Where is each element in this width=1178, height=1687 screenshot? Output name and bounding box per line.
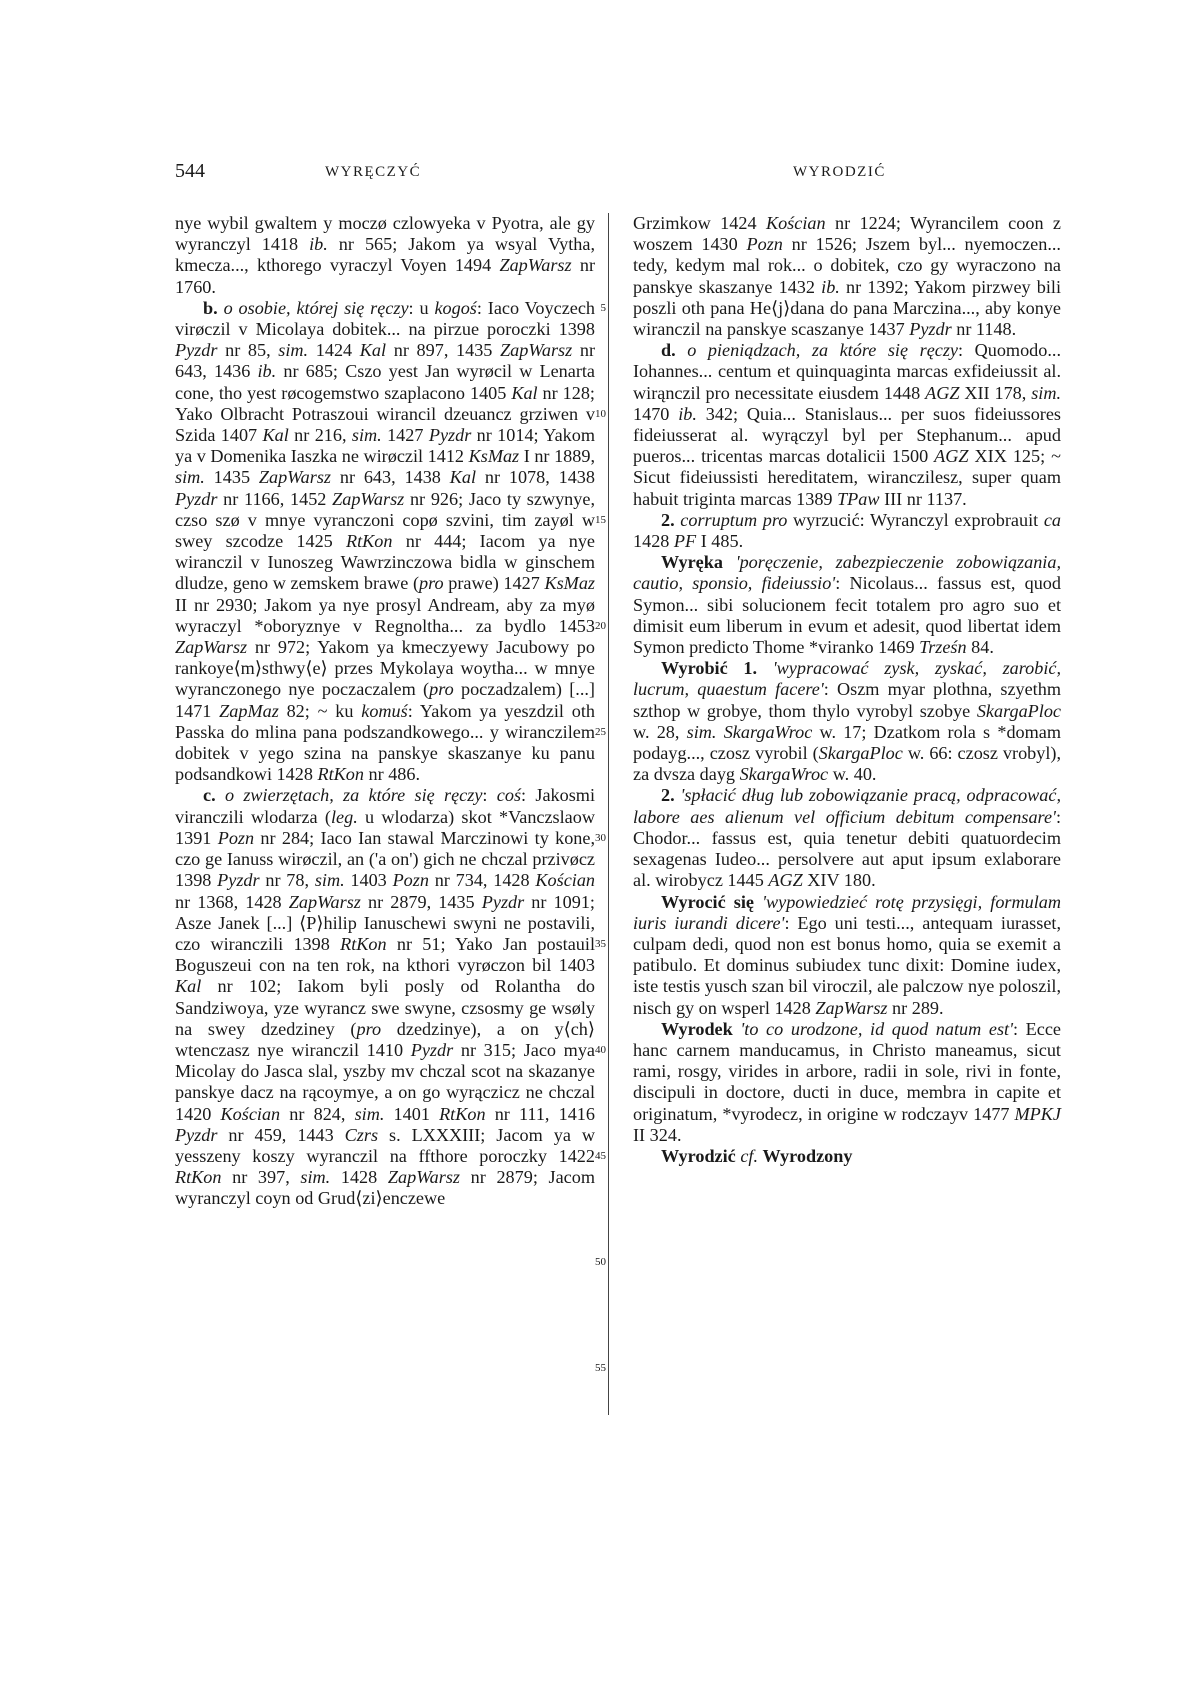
- line-number: 25: [595, 725, 606, 738]
- line-number: 30: [595, 831, 606, 844]
- entry-paragraph: Wyręka 'poręczenie, zabezpieczenie zobowiązania, cautio, sponsio, fideiussio': Nicolaus... fassus est, quod Symon... sibi solucionem fecit totalem pro agro suo et dimisit eum liberum in evum et adesit, quod libertat idem Symon predicto Thome *viranko 1469 Trześn 84.: [633, 552, 1062, 658]
- entry-paragraph: Wyrodek 'to co urodzone, id quod natum est': Ecce hanc carnem manducamus, in Christo maneamus, sicut rami, rosgy, virides in arbore, radii in sole, rivi in fonte, discipuli in doctore, ducti in duce, membra in capite et originatum, *vyrodecz, in origine w rodczayv 1477 MPKJ II 324.: [633, 1018, 1061, 1145]
- entry-paragraph: Wyrodzić cf. Wyrodzony: [661, 1145, 853, 1166]
- entry-paragraph: Grzimkow 1424 Kościan nr 1224; Wyrancilem coon z woszem 1430 Pozn nr 1526; Jszem byl... nyemoczen... tedy, kedym mal rok... o dobitek, czo gy wyraczono na panskye skaszanye 1432 ib. nr 1392; Yakom pirzwey bili poszli oth pana He⟨j⟩dana do pana Marczina..., aby konye wiranczil na panskye scaszanye 1437 Pyzdr nr 1148.: [633, 213, 1062, 340]
- line-number: 10: [595, 407, 606, 420]
- entry-paragraph: 2. corruptum pro wyrzucić: Wyranczyl exprobrauit ca 1428 PF I 485.: [633, 509, 1062, 552]
- page-number: 544: [175, 160, 205, 182]
- left-column: [175, 213, 595, 1210]
- line-number: 35: [595, 937, 606, 950]
- entry-paragraph: Wyrobić 1. 'wypracować zysk, zyskać, zarobić, lucrum, quaestum facere': Oszm myar plothna, szyethm szthop w grobye, thom thylo vyrobyl szobye SkargaPloc w. 28, sim. SkargaWroc w. 17; Dzatkom rola s *domam podayg..., czosz vyrobil (SkargaPloc w. 66: czosz vrobyl), za dvsza dayg SkargaWroc w. 40.: [633, 658, 1062, 785]
- column-divider: [608, 213, 609, 1415]
- line-number: 40: [595, 1043, 606, 1056]
- left-running-head: WYRĘCZYĆ: [325, 164, 422, 180]
- line-number: 50: [595, 1255, 606, 1268]
- line-number: 55: [595, 1361, 606, 1374]
- entry-paragraph: d. o pieniądzach, za które się ręczy: Quomodo... Iohannes... centum et quinquaginta marcas exfideiussit al. wirąnczil pro necessitate eiusdem 1448 AGZ XII 178, sim. 1470 ib. 342; Quia... Stanislaus... per suos fideiussores fideiusserat al. wyrączyl byl per Stephanum... apud pueros... tricentas marcas dotalicii 1500 AGZ XIX 125; ~ Sicut fideiussisti hereditatem, wiranczilesz, super quam habuit triginta marcas 1389 TPaw III nr 1137.: [633, 340, 1062, 509]
- line-number: 15: [595, 513, 606, 526]
- entry-paragraph: nye wybil gwaltem y moczø czlowyeka v Pyotra, ale gy wyranczyl 1418 ib. nr 565; Jakom ya wsyal Vytha, kmecza..., kthorego vyraczyl Voyen 1494 ZapWarsz nr 1760.: [175, 213, 596, 297]
- entry-paragraph: b. o osobie, której się ręczy: u kogoś: Iaco Voyczech virøczil v Micolaya dobitek... na pirzue poroczki 1398 Pyzdr nr 85, sim. 1424 Kal nr 897, 1435 ZapWarsz nr 643, 1436 ib. nr 685; Cszo yest Jan wyrøcil w Lenarta cone, tho yest røcogemstwo szaplacono 1405 Kal nr 128; Yako Olbracht Potraszoui wirancil dzeuancz grziwen v Szida 1407 Kal nr 216, sim. 1427 Pyzdr nr 1014; Yakom ya v Domenika Iaszka ne wirøczil 1412 KsMaz I nr 1889, sim. 1435 ZapWarsz nr 643, 1438 Kal nr 1078, 1438 Pyzdr nr 1166, 1452 ZapWarsz nr 926; Jaco ty szwynye, czso szø v mnye vyranczoni copø szvini, tim zayøl w swey szcodze 1425 RtKon nr 444; Iacom ya nye wiranczil v Iunoszeg Wawrzinczowa bidla w ginschem dludze, geno w zemskem brawe (pro prawe) 1427 KsMaz II nr 2930; Jakom ya nye prosyl Andream, aby za myø wyraczyl *oboryznye v Regnoltha... za bydlo 1453 ZapWarsz nr 972; Yakom ya kmeczyewy Jacubowy po rankoye⟨m⟩sthwy⟨e⟩ przes Mykolaya woytha... w mnye wyranczonego nye poczaczalem (pro poczadzalem) [...] 1471 ZapMaz 82; ~ ku komuś: Yakom ya yeszdzil oth Passka do mlina pana podszandkowego... y wiranczilem dobitek v yego szina na panskye skaszanye ku panu podsandkowi 1428 RtKon nr 486.: [175, 297, 596, 785]
- entry-paragraph: c. o zwierzętach, za które się ręczy: coś: Jakosmi viranczili wlodarza (leg. u wlodarza) skot *Vanczslaow 1391 Pozn nr 284; Iaco Ian stawal Marczinowi ty kone, czo ge Ianuss wirøczil, an ('a on') gich ne chczal przivøcz 1398 Pyzdr nr 78, sim. 1403 Pozn nr 734, 1428 Kościan nr 1368, 1428 ZapWarsz nr 2879, 1435 Pyzdr nr 1091; Asze Janek [...] ⟨P⟩hilip Ianuschewi swyni ne postavili, czo wiranczili 1398 RtKon nr 51; Yako Jan postauil Boguszeui con na ten rok, na kthori vyrøczon bil 1403 Kal nr 102; Iakom byli posly od Rolantha do Sandziwoya, yze wyrancz swe swyne, czsosmy ge wsøly na swey dzedziney (pro dzedzinye), a on y⟨ch⟩ wtenczasz nye wiranczil 1410 Pyzdr nr 315; Jaco mya Micolay do Jasca slal, yszby mv chczal scot na skazanye panskye dacz na rącoymye, a on go wyrączicz ne chczal 1420 Kościan nr 824, sim. 1401 RtKon nr 111, 1416 Pyzdr nr 459, 1443 Czrs s. LXXXIII; Jacom ya w yesszeny koszy wyranczil na ffthore poroczky 1422 RtKon nr 397, sim. 1428 ZapWarsz nr 2879; Jacom wyranczyl coyn od Grud⟨zi⟩enczewe: [175, 785, 596, 1209]
- line-number: 45: [595, 1149, 606, 1162]
- entry-paragraph: Wyrocić się 'wypowiedzieć rotę przysięgi, formulam iuris iurandi dicere': Ego uni testi..., antequam iurasset, culpam dedi, quod non est bonus homo, quia se exemit a patibulo. Et dominus subiudex tunc dixit: Domine iudex, iste testis yusch szan bil viroczil, ale palczow nye poloszil, nisch gy on wsperl 1428 ZapWarsz nr 289.: [633, 891, 1062, 1018]
- line-number: 20: [595, 619, 606, 632]
- right-column: [633, 213, 1061, 1167]
- entry-paragraph: 2. 'spłacić dług lub zobowiązanie pracą, odpracować, labore aes alienum vel officium debitum compensare': Chodor... fassus est, quia tenetur debiti quatuordecim sexagenas Iudeo... persolvere aut aput ipsum exlaborare al. wirobycz 1445 AGZ XIV 180.: [633, 785, 1062, 891]
- line-number: 5: [600, 301, 606, 314]
- page-header: [0, 160, 1178, 190]
- right-running-head: WYRODZIĆ: [793, 164, 886, 180]
